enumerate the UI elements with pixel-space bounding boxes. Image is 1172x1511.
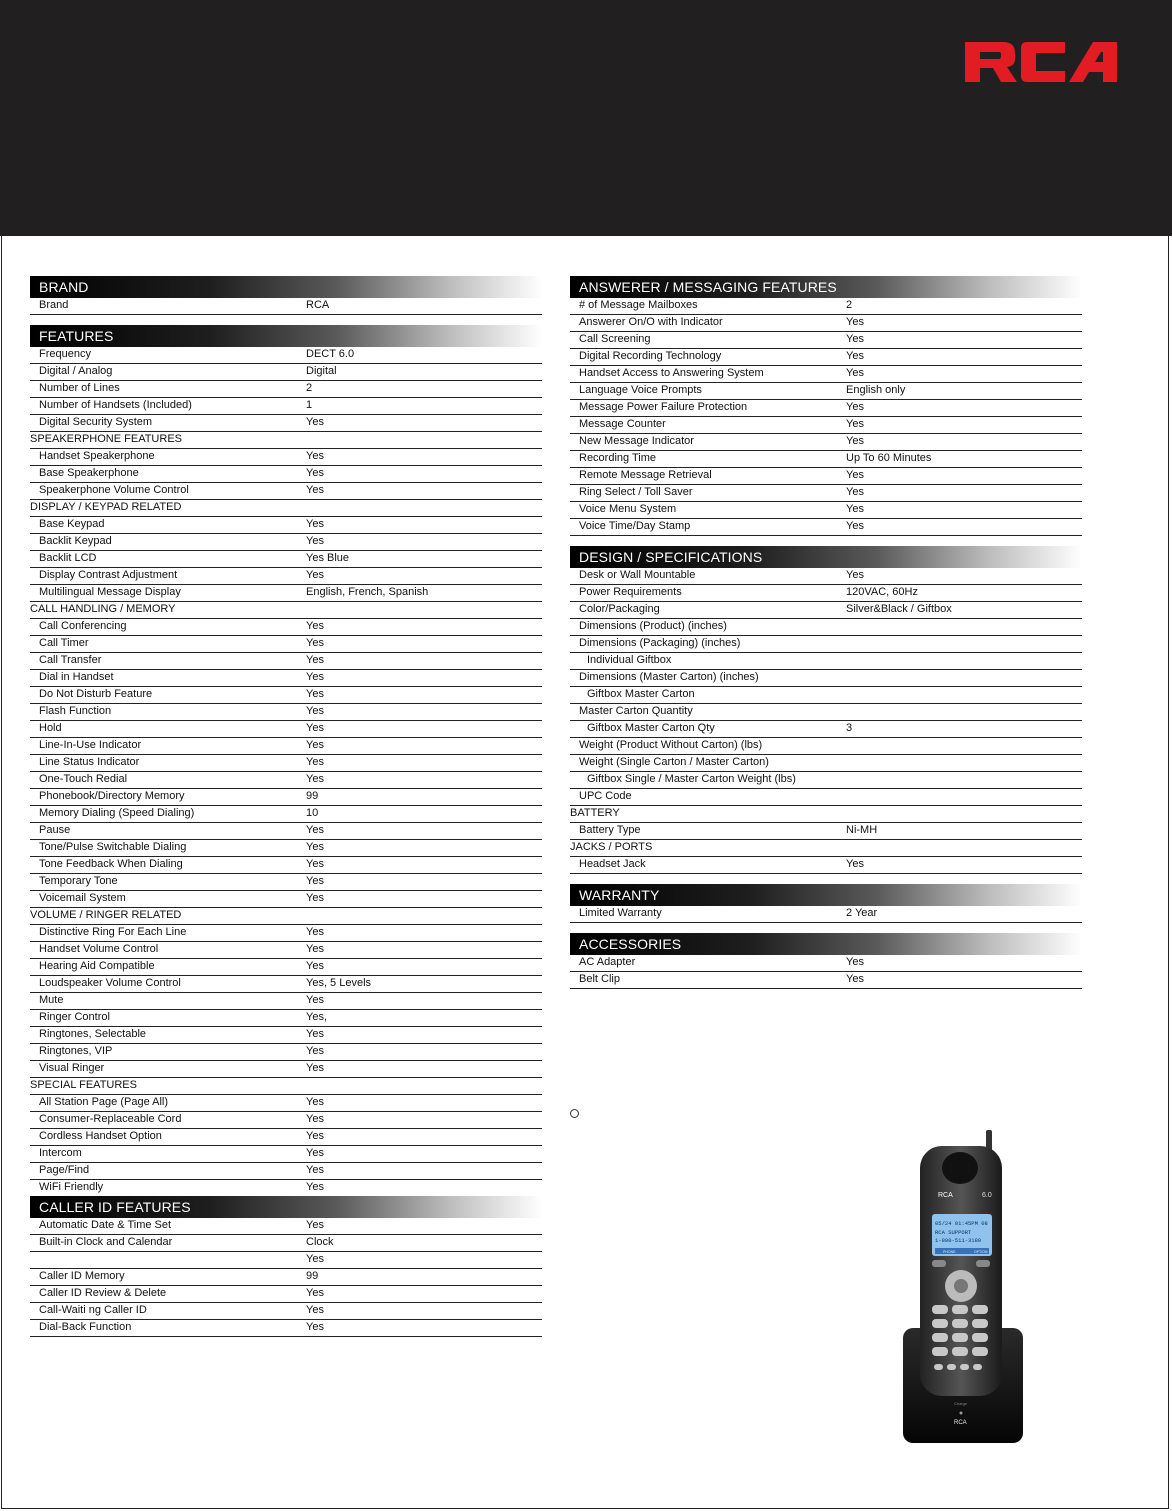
left-column	[30, 276, 542, 1197]
spec-value: Yes	[846, 367, 864, 379]
spec-value: Yes	[306, 722, 324, 734]
spec-label: Dimensions (Packaging) (inches)	[579, 637, 741, 649]
spec-label: # of Message Mailboxes	[579, 299, 698, 311]
spec-label: BATTERY	[570, 807, 620, 819]
spec-value: Yes	[306, 756, 324, 768]
section-header-accessories: ACCESSORIES	[570, 933, 1082, 955]
spec-row-call-waiti-ng-caller-id	[30, 1303, 542, 1320]
spec-label: Speakerphone Volume Control	[39, 484, 189, 496]
spec-label: Battery Type	[579, 824, 641, 836]
spec-row-ring-select-toll-saver	[570, 485, 1082, 502]
spec-row-brand	[30, 298, 542, 315]
spec-label: Ringtones, VIP	[39, 1045, 113, 1057]
spec-row-one-touch-redial	[30, 772, 542, 789]
spec-label: Voice Menu System	[579, 503, 677, 515]
spec-label: Message Power Failure Protection	[579, 401, 748, 413]
spec-row-dial-in-handset	[30, 670, 542, 687]
spec-row-do-not-disturb-feature	[30, 687, 542, 704]
spec-value: Yes	[846, 569, 864, 581]
section-spacer	[570, 923, 1082, 933]
spec-row-recording-time	[570, 451, 1082, 468]
spec-value: Digital	[306, 365, 337, 377]
spec-label: Number of Handsets (Included)	[39, 399, 192, 411]
spec-value: Yes	[306, 858, 324, 870]
spec-row-handset-speakerphone	[30, 449, 542, 466]
spec-row-page-find	[30, 1163, 542, 1180]
spec-label: One-Touch Redial	[39, 773, 128, 785]
spec-value: Yes	[846, 520, 864, 532]
section-spacer	[570, 536, 1082, 546]
spec-value: Yes	[306, 1181, 324, 1193]
spec-value: Yes	[846, 469, 864, 481]
spec-row-voice-time-day-stamp	[570, 519, 1082, 536]
spec-value: Yes	[306, 1096, 324, 1108]
base-charge-label: Charge	[954, 1401, 968, 1406]
spec-row-call-handling-memory	[30, 602, 542, 619]
spec-value: 10	[306, 807, 319, 819]
spec-value: Yes	[846, 333, 864, 345]
spec-label: Hold	[39, 722, 62, 734]
spec-row-battery	[570, 806, 1082, 823]
spec-row-frequency	[30, 347, 542, 364]
spec-label: All Station Page (Page All)	[39, 1096, 169, 1108]
spec-label: Ringer Control	[39, 1011, 110, 1023]
spec-row-individual-giftbox	[570, 653, 1082, 670]
spec-value: Yes	[306, 1147, 324, 1159]
spec-value: Up To 60 Minutes	[846, 452, 932, 464]
spec-value: 3	[846, 722, 853, 734]
spec-value: Yes	[306, 875, 324, 887]
spec-row-digital-analog	[30, 364, 542, 381]
spec-row-caller-id-memory	[30, 1269, 542, 1286]
spec-row-ac-adapter	[570, 955, 1082, 972]
spec-label: Message Counter	[579, 418, 666, 430]
spec-label: Call Timer	[39, 637, 89, 649]
spec-value: Yes	[306, 1113, 324, 1125]
spec-value: Yes	[306, 841, 324, 853]
spec-label: Caller ID Review & Delete	[39, 1287, 167, 1299]
spec-label: Backlit LCD	[39, 552, 97, 564]
spec-value: 120VAC, 60Hz	[846, 586, 918, 598]
spec-row-visual-ringer	[30, 1061, 542, 1078]
spec-label: WiFi Friendly	[39, 1181, 104, 1193]
spec-label: Tone/Pulse Switchable Dialing	[39, 841, 187, 853]
spec-label: Weight (Single Carton / Master Carton)	[579, 756, 769, 768]
spec-row-line-status-indicator	[30, 755, 542, 772]
spec-label: Brand	[39, 299, 69, 311]
spec-label: Phonebook/Directory Memory	[39, 790, 185, 802]
spec-row-backlit-lcd	[30, 551, 542, 568]
spec-label: Digital / Analog	[39, 365, 113, 377]
spec-label: Desk or Wall Mountable	[579, 569, 696, 581]
spec-row-memory-dialing-speed-dialing	[30, 806, 542, 823]
spec-label: Pause	[39, 824, 71, 836]
spec-label: JACKS / PORTS	[570, 841, 653, 853]
caller-id-section	[30, 1196, 542, 1337]
spec-label: Line Status Indicator	[39, 756, 140, 768]
spec-row-limited-warranty	[570, 906, 1082, 923]
phone-badge: 6.0	[982, 1192, 992, 1199]
spec-value: Clock	[306, 1236, 334, 1248]
spec-row-new-message-indicator	[570, 434, 1082, 451]
section-header-design-specifications: DESIGN / SPECIFICATIONS	[570, 546, 1082, 568]
spec-row-number-of-lines	[30, 381, 542, 398]
spec-value: Yes Blue	[306, 552, 350, 564]
spec-value: Yes	[846, 418, 864, 430]
phone-brand: RCA	[938, 1192, 953, 1199]
spec-value: Yes	[846, 503, 864, 515]
spec-value: Yes	[306, 1028, 324, 1040]
spec-value: Yes	[846, 858, 864, 870]
spec-row-master-carton-quantity	[570, 704, 1082, 721]
spec-row-volume-ringer-related	[30, 908, 542, 925]
spec-value: Yes	[306, 620, 324, 632]
spec-value: 1	[306, 399, 313, 411]
spec-label: Digital Security System	[39, 416, 153, 428]
spec-row-giftbox-master-carton	[570, 687, 1082, 704]
spec-row-pause	[30, 823, 542, 840]
spec-row-message-counter	[570, 417, 1082, 434]
section-spacer	[30, 315, 542, 325]
spec-label: Flash Function	[39, 705, 112, 717]
spec-value: Yes	[306, 671, 324, 683]
spec-value: Yes	[306, 535, 324, 547]
spec-row-handset-access-to-answering-system	[570, 366, 1082, 383]
bullet-circle	[570, 1109, 579, 1118]
section-spacer	[570, 874, 1082, 884]
spec-value: Yes	[306, 637, 324, 649]
spec-row-digital-recording-technology	[570, 349, 1082, 366]
spec-row-speakerphone-volume-control	[30, 483, 542, 500]
spec-label: Giftbox Master Carton Qty	[587, 722, 715, 734]
spec-row-phonebook-directory-memory	[30, 789, 542, 806]
spec-row-blank	[30, 1252, 542, 1269]
spec-value: Yes,	[306, 1011, 328, 1023]
spec-value: Yes	[306, 960, 324, 972]
base-brand: RCA	[954, 1420, 967, 1426]
section-header-brand: BRAND	[30, 276, 542, 298]
spec-value: Yes	[306, 467, 324, 479]
spec-row-flash-function	[30, 704, 542, 721]
spec-row-hearing-aid-compatible	[30, 959, 542, 976]
spec-row-backlit-keypad	[30, 534, 542, 551]
spec-label: Voice Time/Day Stamp	[579, 520, 691, 532]
spec-row-distinctive-ring-for-each-line	[30, 925, 542, 942]
spec-label: Giftbox Master Carton	[587, 688, 695, 700]
spec-value: Yes	[306, 569, 324, 581]
spec-label: Remote Message Retrieval	[579, 469, 712, 481]
spec-label: Consumer-Replaceable Cord	[39, 1113, 182, 1125]
right-column	[570, 276, 1082, 989]
spec-row-upc-code	[570, 789, 1082, 806]
spec-value: Yes	[306, 416, 324, 428]
spec-label: Display Contrast Adjustment	[39, 569, 178, 581]
spec-row-number-of-handsets-included	[30, 398, 542, 415]
spec-row-speakerphone-features	[30, 432, 542, 449]
spec-row-dimensions-product-inches	[570, 619, 1082, 636]
spec-row-special-features	[30, 1078, 542, 1095]
spec-row-ringer-control	[30, 1010, 542, 1027]
spec-label: Call-Waiti ng Caller ID	[39, 1304, 147, 1316]
spec-label: Temporary Tone	[39, 875, 118, 887]
spec-value: 2	[846, 299, 853, 311]
lcd-line-2: RCA SUPPORT	[935, 1229, 972, 1236]
spec-value: Yes	[846, 401, 864, 413]
rca-logo	[963, 40, 1119, 84]
spec-label: Ring Select / Toll Saver	[579, 486, 693, 498]
spec-value: Yes	[306, 943, 324, 955]
spec-label: Weight (Product Without Carton) (lbs)	[579, 739, 763, 751]
spec-row-headset-jack	[570, 857, 1082, 874]
section-header-warranty: WARRANTY	[570, 884, 1082, 906]
spec-row-language-voice-prompts	[570, 383, 1082, 400]
spec-value: Yes	[846, 316, 864, 328]
spec-label: Handset Access to Answering System	[579, 367, 764, 379]
spec-value: Yes	[306, 654, 324, 666]
spec-label: Base Speakerphone	[39, 467, 139, 479]
spec-label: Language Voice Prompts	[579, 384, 702, 396]
spec-value: English only	[846, 384, 906, 396]
spec-value: Yes	[846, 956, 864, 968]
spec-row-ringtones-selectable	[30, 1027, 542, 1044]
spec-label: VOLUME / RINGER RELATED	[30, 909, 182, 921]
spec-label: Dimensions (Product) (inches)	[579, 620, 727, 632]
spec-row-multilingual-message-display	[30, 585, 542, 602]
spec-label: Giftbox Single / Master Carton Weight (lbs)	[587, 773, 796, 785]
spec-value: Yes	[846, 486, 864, 498]
spec-value: Yes	[306, 1164, 324, 1176]
spec-row-of-message-mailboxes	[570, 298, 1082, 315]
spec-value: RCA	[306, 299, 330, 311]
spec-row-call-conferencing	[30, 619, 542, 636]
lcd-softkey-left: PHONE	[943, 1250, 956, 1254]
spec-row-remote-message-retrieval	[570, 468, 1082, 485]
spec-value: English, French, Spanish	[306, 586, 429, 598]
spec-row-intercom	[30, 1146, 542, 1163]
spec-row-weight-product-without-carton-lbs	[570, 738, 1082, 755]
spec-label: Hearing Aid Compatible	[39, 960, 155, 972]
section-header-answerer-messaging-features: ANSWERER / MESSAGING FEATURES	[570, 276, 1082, 298]
spec-row-loudspeaker-volume-control	[30, 976, 542, 993]
spec-value: 2	[306, 382, 313, 394]
spec-value: Yes	[306, 1287, 324, 1299]
spec-label: Call Transfer	[39, 654, 102, 666]
spec-row-giftbox-master-carton-qty	[570, 721, 1082, 738]
spec-label: Tone Feedback When Dialing	[39, 858, 183, 870]
spec-label: Frequency	[39, 348, 91, 360]
spec-row-tone-feedback-when-dialing	[30, 857, 542, 874]
spec-label: Call Screening	[579, 333, 651, 345]
spec-row-dial-back-function	[30, 1320, 542, 1337]
lcd-line-1: 05/24 01:45PM 08	[935, 1220, 988, 1227]
spec-row-digital-security-system	[30, 415, 542, 432]
spec-row-desk-or-wall-mountable	[570, 568, 1082, 585]
spec-value: Ni-MH	[846, 824, 878, 836]
spec-label: SPECIAL FEATURES	[30, 1079, 137, 1091]
spec-row-message-power-failure-protection	[570, 400, 1082, 417]
spec-value: Yes	[306, 892, 324, 904]
spec-label: Built-in Clock and Calendar	[39, 1236, 173, 1248]
spec-value: 99	[306, 790, 319, 802]
spec-value: Yes	[306, 824, 324, 836]
section-header-features: FEATURES	[30, 325, 542, 347]
spec-value: 2 Year	[846, 907, 878, 919]
spec-label: Handset Volume Control	[39, 943, 159, 955]
spec-row-giftbox-single-master-carton-weight-lbs	[570, 772, 1082, 789]
spec-value: 99	[306, 1270, 319, 1282]
spec-row-display-keypad-related	[30, 500, 542, 517]
spec-row-power-requirements	[570, 585, 1082, 602]
spec-value: Yes	[306, 1253, 324, 1265]
spec-value: Yes	[846, 973, 864, 985]
spec-row-voice-menu-system	[570, 502, 1082, 519]
spec-label: Cordless Handset Option	[39, 1130, 162, 1142]
spec-row-call-timer	[30, 636, 542, 653]
spec-label: Intercom	[39, 1147, 82, 1159]
spec-row-color-packaging	[570, 602, 1082, 619]
spec-label: DISPLAY / KEYPAD RELATED	[30, 501, 182, 513]
spec-row-consumer-replaceable-cord	[30, 1112, 542, 1129]
spec-label: Limited Warranty	[579, 907, 662, 919]
spec-label: Memory Dialing (Speed Dialing)	[39, 807, 195, 819]
spec-label: Automatic Date & Time Set	[39, 1219, 172, 1231]
spec-row-dimensions-packaging-inches	[570, 636, 1082, 653]
spec-value: Yes	[306, 739, 324, 751]
spec-row-handset-volume-control	[30, 942, 542, 959]
spec-label: Multilingual Message Display	[39, 586, 181, 598]
lcd-line-3: 1-800-511-3180	[935, 1237, 982, 1244]
spec-value: Yes	[306, 688, 324, 700]
spec-value: Yes	[306, 1219, 324, 1231]
spec-label: Dial in Handset	[39, 671, 114, 683]
section-header-caller-id-features: CALLER ID FEATURES	[30, 1196, 542, 1218]
spec-label: AC Adapter	[579, 956, 636, 968]
spec-label: Belt Clip	[579, 973, 620, 985]
spec-value: Yes	[306, 1304, 324, 1316]
spec-value: Yes	[306, 773, 324, 785]
spec-label: Handset Speakerphone	[39, 450, 155, 462]
spec-label: Dial-Back Function	[39, 1321, 132, 1333]
spec-label: Call Conferencing	[39, 620, 127, 632]
lcd-softkey-right: OPTION	[974, 1250, 988, 1254]
spec-label: Ringtones, Selectable	[39, 1028, 147, 1040]
spec-value: Yes	[306, 1045, 324, 1057]
spec-value: Yes, 5 Levels	[306, 977, 372, 989]
spec-label: Backlit Keypad	[39, 535, 112, 547]
spec-label: Number of Lines	[39, 382, 120, 394]
spec-row-voicemail-system	[30, 891, 542, 908]
spec-label: New Message Indicator	[579, 435, 694, 447]
spec-value: Yes	[306, 1130, 324, 1142]
spec-row-weight-single-carton-master-carton	[570, 755, 1082, 772]
spec-label: Recording Time	[579, 452, 657, 464]
spec-label: Page/Find	[39, 1164, 90, 1176]
spec-row-line-in-use-indicator	[30, 738, 542, 755]
spec-value: Yes	[846, 350, 864, 362]
spec-row-caller-id-review-delete	[30, 1286, 542, 1303]
spec-row-base-keypad	[30, 517, 542, 534]
spec-label: Color/Packaging	[579, 603, 660, 615]
spec-value: Yes	[306, 450, 324, 462]
spec-value: Yes	[306, 1062, 324, 1074]
spec-label: Base Keypad	[39, 518, 105, 530]
spec-value: Yes	[846, 435, 864, 447]
spec-label: Loudspeaker Volume Control	[39, 977, 181, 989]
spec-label: Power Requirements	[579, 586, 682, 598]
spec-label: Master Carton Quantity	[579, 705, 693, 717]
spec-row-hold	[30, 721, 542, 738]
spec-row-cordless-handset-option	[30, 1129, 542, 1146]
spec-row-base-speakerphone	[30, 466, 542, 483]
spec-row-wifi-friendly	[30, 1180, 542, 1197]
spec-label: Distinctive Ring For Each Line	[39, 926, 187, 938]
spec-value: Yes	[306, 705, 324, 717]
spec-label: Headset Jack	[579, 858, 646, 870]
spec-value: Yes	[306, 484, 324, 496]
spec-label: Voicemail System	[39, 892, 126, 904]
spec-label: CALL HANDLING / MEMORY	[30, 603, 176, 615]
spec-value: Yes	[306, 518, 324, 530]
cordless-phone-image	[898, 1128, 1028, 1448]
spec-row-ringtones-vip	[30, 1044, 542, 1061]
spec-row-mute	[30, 993, 542, 1010]
spec-row-built-in-clock-and-calendar	[30, 1235, 542, 1252]
spec-row-call-screening	[570, 332, 1082, 349]
spec-row-tone-pulse-switchable-dialing	[30, 840, 542, 857]
spec-label: SPEAKERPHONE FEATURES	[30, 433, 182, 445]
spec-label: Digital Recording Technology	[579, 350, 722, 362]
spec-row-automatic-date-time-set	[30, 1218, 542, 1235]
spec-value: Yes	[306, 1321, 324, 1333]
spec-label: Dimensions (Master Carton) (inches)	[579, 671, 759, 683]
spec-label: Visual Ringer	[39, 1062, 105, 1074]
spec-value: Yes	[306, 926, 324, 938]
spec-label: Do Not Disturb Feature	[39, 688, 153, 700]
spec-value: Yes	[306, 994, 324, 1006]
spec-label: Caller ID Memory	[39, 1270, 125, 1282]
header-band	[0, 0, 1172, 236]
spec-value: DECT 6.0	[306, 348, 355, 360]
spec-row-display-contrast-adjustment	[30, 568, 542, 585]
spec-label: Mute	[39, 994, 64, 1006]
spec-row-belt-clip	[570, 972, 1082, 989]
spec-label: UPC Code	[579, 790, 632, 802]
spec-label: Individual Giftbox	[587, 654, 672, 666]
spec-row-temporary-tone	[30, 874, 542, 891]
spec-label: Line-In-Use Indicator	[39, 739, 142, 751]
spec-value: Silver&Black / Giftbox	[846, 603, 952, 615]
spec-row-call-transfer	[30, 653, 542, 670]
spec-row-battery-type	[570, 823, 1082, 840]
spec-row-answerer-on-o-with-indicator	[570, 315, 1082, 332]
spec-row-dimensions-master-carton-inches	[570, 670, 1082, 687]
spec-row-all-station-page-page-all	[30, 1095, 542, 1112]
spec-label: Answerer On/O with Indicator	[579, 316, 723, 328]
spec-row-jacks-ports	[570, 840, 1082, 857]
